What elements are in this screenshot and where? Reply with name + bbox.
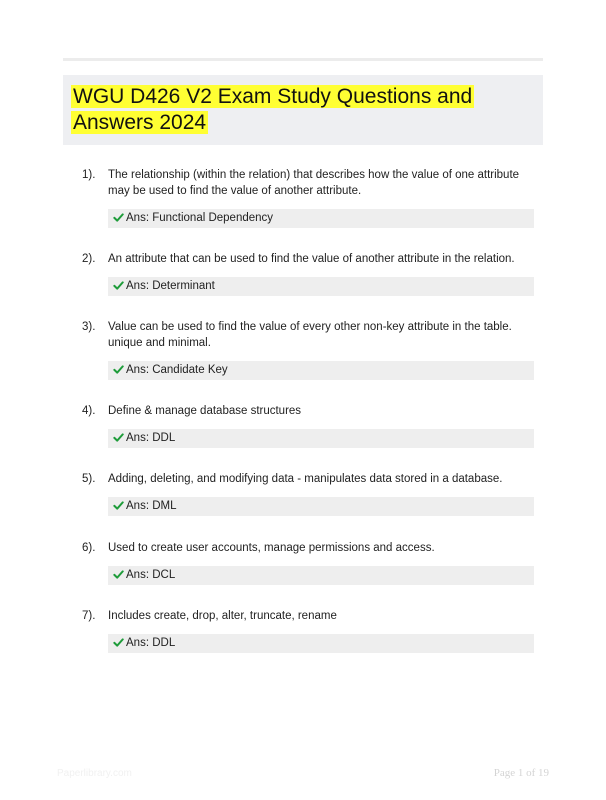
answer-box	[108, 277, 534, 296]
question-text: Value can be used to find the value of every other non-key attribute in the table. unique and minimal.	[108, 321, 512, 349]
check-icon	[113, 500, 124, 511]
question-number: 2).	[82, 253, 96, 265]
answer-text: Ans: DDL	[126, 637, 176, 649]
page-number: Page 1 of 19	[493, 767, 549, 779]
document-title	[71, 84, 501, 136]
answer-box	[108, 209, 534, 228]
answer-box	[108, 566, 534, 585]
check-icon	[113, 280, 124, 291]
document-title-text: WGU D426 V2 Exam Study Questions and Answers 2024	[73, 85, 473, 134]
question-text: Includes create, drop, alter, truncate, rename	[108, 610, 337, 622]
question-text: Define & manage database structures	[108, 405, 302, 417]
check-icon	[113, 212, 124, 223]
question-number: 3).	[82, 321, 96, 333]
answer-text: Ans: DDL	[126, 432, 176, 444]
top-divider	[63, 58, 543, 61]
question-number: 4).	[82, 405, 96, 417]
check-icon	[113, 637, 124, 648]
answer-text: Ans: Determinant	[126, 280, 215, 292]
answer-box	[108, 634, 534, 653]
question-number: 7).	[82, 610, 96, 622]
answer-text: Ans: Functional Dependency	[126, 212, 274, 224]
check-icon	[113, 432, 124, 443]
question-text: Used to create user accounts, manage permissions and access.	[108, 542, 435, 554]
question-text: Adding, deleting, and modifying data - manipulates data stored in a database.	[108, 473, 503, 485]
answer-box	[108, 429, 534, 448]
watermark-text: Paperlibrary.com	[57, 768, 132, 779]
question-number: 6).	[82, 542, 96, 554]
question-number: 5).	[82, 473, 96, 485]
check-icon	[113, 569, 124, 580]
question-number: 1).	[82, 169, 96, 181]
answer-box	[108, 361, 534, 380]
title-block	[63, 75, 543, 145]
answer-box	[108, 497, 534, 516]
check-icon	[113, 364, 124, 375]
question-text: The relationship (within the relation) that describes how the value of one attribute may be used to find the value of another attribute.	[108, 169, 520, 197]
answer-text: Ans: DCL	[126, 569, 176, 581]
answer-text: Ans: DML	[126, 500, 177, 512]
answer-text: Ans: Candidate Key	[126, 364, 228, 376]
question-text: An attribute that can be used to find the value of another attribute in the relation.	[108, 253, 515, 265]
